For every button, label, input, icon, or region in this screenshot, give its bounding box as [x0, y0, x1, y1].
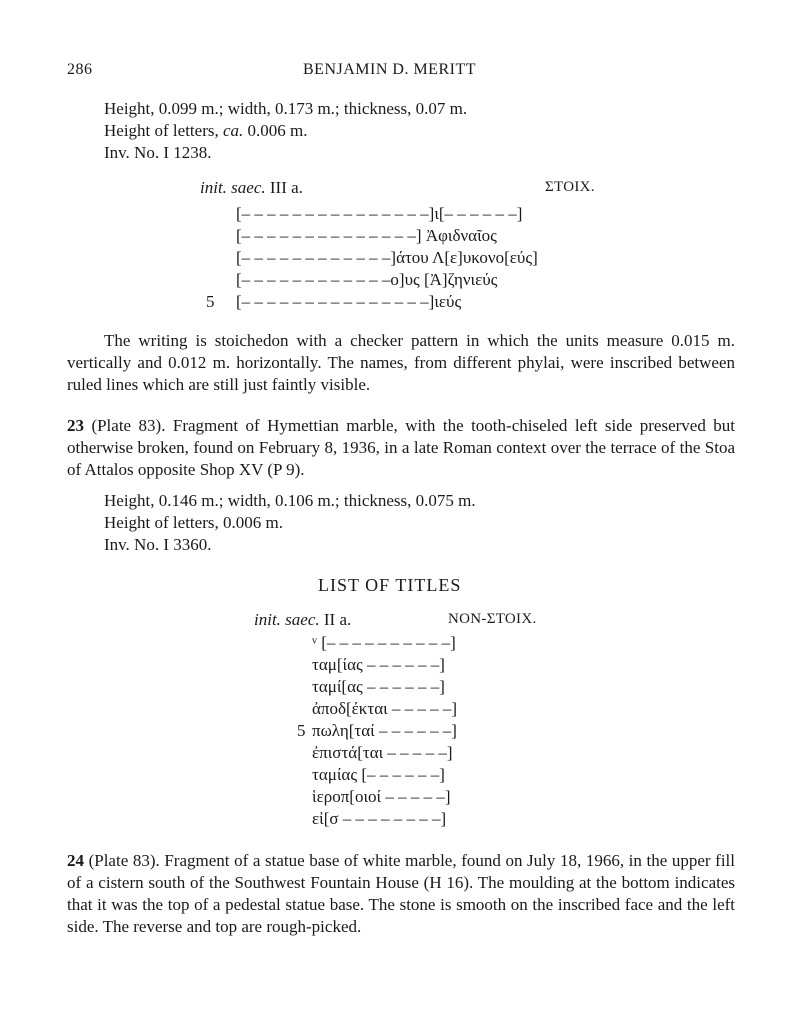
entry23-style: NON-ΣTOIX.	[448, 611, 537, 627]
entry23-inventory: Inv. No. I 3360.	[104, 535, 212, 554]
entry22-line-4: [– – – – – – – – – – – –ο]υς [Ἀ]ζηνιεύς	[236, 270, 498, 289]
entry23-description-text: (Plate 83). Fragment of Hymettian marble, with the tooth-chiseled left side preserved but otherwise broken, found on February 8, 1936, in a late Roman context over the terrace of the Stoa of Attalos opposite Shop XV (P 9).	[67, 416, 735, 479]
entry23-letter-height: Height of letters, 0.006 m.	[104, 513, 283, 532]
entry23-date-value: II a.	[319, 610, 352, 629]
entry22-dimensions: Height, 0.099 m.; width, 0.173 m.; thickness, 0.07 m.	[104, 99, 468, 118]
entry22-inventory: Inv. No. I 1238.	[104, 143, 212, 162]
entry23-line-2: ταμ[ίας – – – – – –]	[312, 655, 445, 674]
entry24-description	[67, 850, 735, 938]
entry22-line-number: 5	[206, 292, 215, 311]
entry22-date	[200, 177, 303, 199]
entry22-line-5: [– – – – – – – – – – – – – – –]ιεύς	[236, 292, 462, 311]
entry23-line-3: ταμί[ας – – – – – –]	[312, 677, 445, 696]
entry23-line-number: 5	[297, 721, 306, 740]
entry23-line-8: ἱεροπ[οιοί – – – – –]	[312, 787, 451, 806]
entry23-line-6: ἐπιστά[ται – – – – –]	[312, 743, 453, 762]
entry23-line-5: πωλη[ταί – – – – – –]	[312, 721, 457, 740]
entry22-commentary: The writing is stoichedon with a checker pattern in which the units measure 0.015 m. vertically and 0.012 m. horizontally. The names, from different phylai, were inscribed between ruled lines which are still just faintly visible.	[67, 331, 735, 394]
entry23-title: LIST OF TITLES	[318, 575, 462, 595]
entry22-date-label: init. saec.	[200, 178, 266, 197]
entry22-line-2: [– – – – – – – – – – – – – –] Ἀφιδναῖος	[236, 226, 497, 245]
entry22-letter-height-prefix: Height of letters,	[104, 121, 223, 140]
entry22-letter-height-value: 0.006 m.	[243, 121, 308, 140]
entry22-line-3: [– – – – – – – – – – – –]άτου Λ[ε]υκονο[εύς]	[236, 248, 538, 267]
entry23-line-7: ταμίας [– – – – – –]	[312, 765, 445, 784]
entry22-letter-height-ca: ca.	[222, 121, 244, 140]
entry22-letter-height	[104, 120, 308, 142]
entry24-number: 24	[67, 851, 84, 870]
entry23-date-label: init. saec.	[254, 610, 320, 629]
entry23-line-9: εἰ[σ – – – – – – – –]	[312, 809, 447, 828]
page-number: 286	[67, 61, 93, 78]
entry24-description-text: (Plate 83). Fragment of a statue base of white marble, found on July 18, 1966, in the upper fill of a cistern south of the Southwest Fountain House (H 16). The moulding at the bottom indicates that it was the top of a pedestal statue base. The stone is smooth on the inscribed face and the left side. The reverse and top are rough-picked.	[67, 851, 735, 936]
entry23-description	[67, 415, 735, 481]
entry22-date-value: III a.	[265, 178, 303, 197]
entry23-line-4: ἀποδ[έκται – – – – –]	[312, 699, 458, 718]
entry23-number: 23	[67, 416, 84, 435]
entry22-line-1: [– – – – – – – – – – – – – – –]ι[– – – – – –]	[236, 204, 523, 223]
entry23-line-1: ᵛ [– – – – – – – – – –]	[312, 633, 456, 652]
entry23-dimensions: Height, 0.146 m.; width, 0.106 m.; thickness, 0.075 m.	[104, 491, 476, 510]
entry23-date	[254, 609, 351, 631]
entry22-style: ΣTOIX.	[545, 179, 595, 195]
running-title: BENJAMIN D. MERITT	[303, 61, 476, 78]
